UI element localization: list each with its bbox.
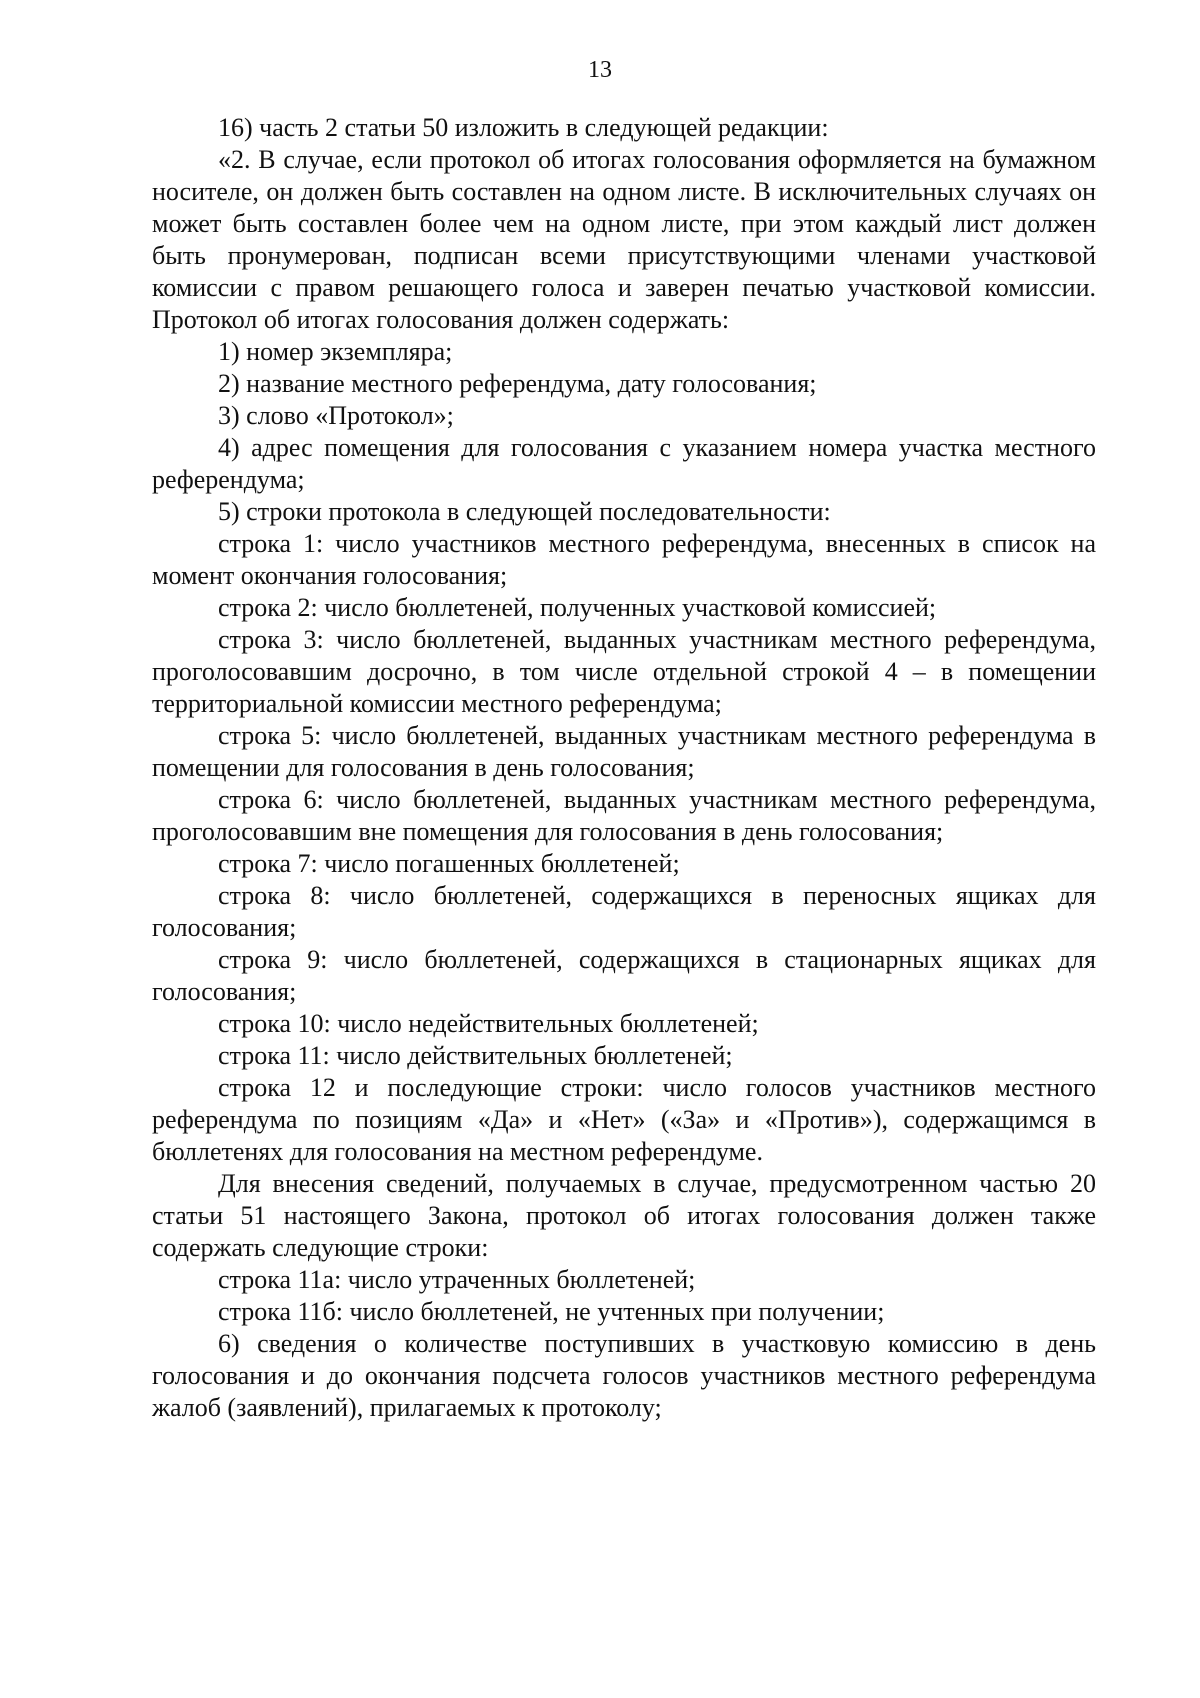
paragraph: 2) название местного референдума, дату голосования; <box>218 369 817 398</box>
paragraph: Для внесения сведений, получаемых в случае, предусмотренном частью 20 статьи 51 настоящего Закона, протокол об итогах голосования должен также содержать следующие строки: <box>152 1169 1096 1262</box>
paragraph: 16) часть 2 статьи 50 изложить в следующей редакции: <box>218 113 829 142</box>
paragraph: 6) сведения о количестве поступивших в участковую комиссию в день голосования и до окончания подсчета голосов участников местного референдума жалоб (заявлений), прилагаемых к протоколу; <box>152 1329 1096 1422</box>
document-body <box>152 112 1096 1424</box>
paragraph: строка 1: число участников местного референдума, внесенных в список на момент окончания голосования; <box>152 529 1096 590</box>
paragraph: строка 11а: число утраченных бюллетеней; <box>218 1265 696 1294</box>
paragraph: «2. В случае, если протокол об итогах голосования оформляется на бумажном носителе, он должен быть составлен на одном листе. В исключительных случаях он может быть составлен более чем на одном листе, при этом каждый лист должен быть пронумерован, подписан всеми присутствующими членами участковой комиссии с правом решающего голоса и заверен печатью участковой комиссии. Протокол об итогах голосования должен содержать: <box>152 145 1096 334</box>
paragraph: 1) номер экземпляра; <box>218 337 453 366</box>
paragraph: 5) строки протокола в следующей последовательности: <box>218 497 831 526</box>
paragraph: строка 2: число бюллетеней, полученных участковой комиссией; <box>218 593 937 622</box>
page-number: 13 <box>588 57 612 83</box>
paragraph: строка 12 и последующие строки: число голосов участников местного референдума по позициям «Да» и «Нет» («За» и «Против»), содержащимся в бюллетенях для голосования на местном референдуме. <box>152 1073 1096 1166</box>
paragraph: строка 9: число бюллетеней, содержащихся в стационарных ящиках для голосования; <box>152 945 1096 1006</box>
paragraph: строка 7: число погашенных бюллетеней; <box>218 849 680 878</box>
paragraph: строка 10: число недействительных бюллетеней; <box>218 1009 759 1038</box>
paragraph: строка 6: число бюллетеней, выданных участникам местного референдума, проголосовавшим вне помещения для голосования в день голосования; <box>152 785 1096 846</box>
paragraph: 3) слово «Протокол»; <box>218 401 454 430</box>
paragraph: строка 8: число бюллетеней, содержащихся в переносных ящиках для голосования; <box>152 881 1096 942</box>
paragraph: строка 3: число бюллетеней, выданных участникам местного референдума, проголосовавшим досрочно, в том числе отдельной строкой 4 – в помещении территориальной комиссии местного референдума; <box>152 625 1096 718</box>
paragraph: 4) адрес помещения для голосования с указанием номера участка местного референдума; <box>152 433 1096 494</box>
paragraph: строка 5: число бюллетеней, выданных участникам местного референдума в помещении для голосования в день голосования; <box>152 721 1096 782</box>
paragraph: строка 11: число действительных бюллетеней; <box>218 1041 733 1070</box>
paragraph: строка 11б: число бюллетеней, не учтенных при получении; <box>218 1297 885 1326</box>
